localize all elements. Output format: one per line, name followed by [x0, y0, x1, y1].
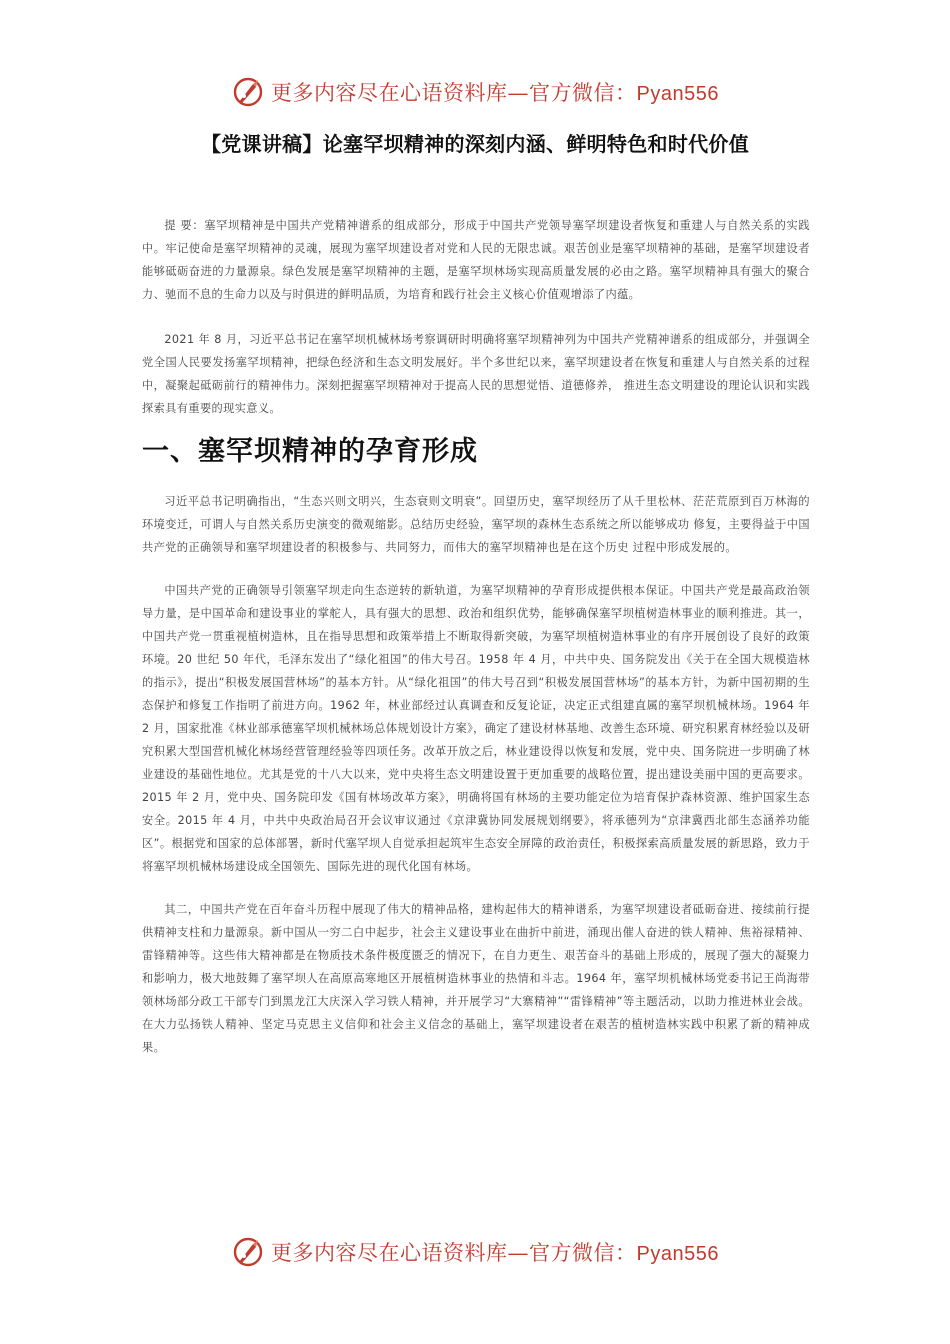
wechat-id: Pyan556 [636, 1243, 719, 1265]
document-body [142, 214, 810, 1059]
quill-logo-icon [231, 75, 265, 109]
intro-paragraph: 2021 年 8 月，习近平总书记在塞罕坝机械林场考察调研时明确将塞罕坝精神列为中国共产党精神谱系的组成部分，并强调全党全国人民要发扬塞罕坝精神，把绿色经济和生态文明发展好。半个多世纪以来，塞罕坝建设者在恢复和重建人与自然关系的过程中，凝聚起砥砺前行的精神伟力。深刻把握塞罕坝精神对于提高人民的思想觉悟、道德修养， 推进生态文明建设的理论认识和实践探索具有重要的现实意义。 [142, 333, 810, 415]
abstract-paragraph: 提 要：塞罕坝精神是中国共产党精神谱系的组成部分，形成于中国共产党领导塞罕坝建设者恢复和重建人与自然关系的实践中。牢记使命是塞罕坝精神的灵魂，展现为塞罕坝建设者对党和人民的无限忠诚。艰苦创业是塞罕坝精神的基础，是塞罕坝建设者能够砥砺奋进的力量源泉。绿色发展是塞罕坝精神的主题，是塞罕坝林场实现高质量发展的必由之路。塞罕坝精神具有强大的聚合力、驰而不息的生命力以及与时俱进的鲜明品质，为培育和践行社会主义核心价值观增添了内蕴。 [142, 219, 810, 301]
banner-text: 更多内容尽在心语资料库—官方微信： [271, 1241, 637, 1265]
wechat-id: Pyan556 [636, 83, 719, 105]
quill-logo-icon [231, 1235, 265, 1269]
body-paragraph-2: 中国共产党的正确领导引领塞罕坝走向生态逆转的新轨道，为塞罕坝精神的孕育形成提供根本保证。中国共产党是最高政治领导力量，是中国革命和建设事业的掌舵人，具有强大的思想、政治和组织优势，能够确保塞罕坝植树造林事业的顺利推进。其一，中国共产党一贯重视植树造林，且在指导思想和政策举措上不断取得新突破，为塞罕坝植树造林事业的有序开展创设了良好的政策环境。20 世纪 50 年代，毛泽东发出了“绿化祖国”的伟大号召。1958 年 4 月，中共中央、国务院发出《关于在全国大规模造林的指示》，提出“积极发展国营林场”的基本方针。从“绿化祖国”的伟大号召到“积极发展国营林场”的基本方针，为新中国初期的生态保护和修复工作指明了前进方向。1962 年，林业部经过认真调查和反复论证，决定正式组建直属的塞罕坝机械林场。1964 年 2 月，国家批准《林业部承德塞罕坝机械林场总体规划设计方案》，确定了建设材林基地、改善生态环境、研究积累育林经验以及研究积累大型国营机械化林场经营管理经验等四项任务。改革开放之后，林业建设得以恢复和发展，党中央、国务院进一步明确了林业建设的基础性地位。尤其是党的十八大以来，党中央将生态文明建设置于更加重要的战略位置，提出建设美丽中国的更高要求。2015 年 2 月，党中央、国务院印发《国有林场改革方案》，明确将国有林场的主要功能定位为培育保护森林资源、维护国家生态安全。2015 年 4 月，中共中央政治局召开会议审议通过《京津冀协同发展规划纲要》，将承德列为“京津冀西北部生态涵养功能区”。根据党和国家的总体部署，新时代塞罕坝人自觉承担起筑牢生态安全屏障的政治责任，积极探索高质量发展的新思路，致力于将塞罕坝机械林场建设成全国领先、国际先进的现代化国有林场。 [142, 584, 810, 873]
banner-text: 更多内容尽在心语资料库—官方微信： [271, 81, 637, 105]
watermark-banner-bottom [0, 1232, 950, 1272]
document-title: 【党课讲稿】论塞罕坝精神的深刻内涵、鲜明特色和时代价值 [200, 132, 750, 156]
section-heading: 一、塞罕坝精神的孕育形成 [142, 436, 478, 467]
body-paragraph-3: 其二，中国共产党在百年奋斗历程中展现了伟大的精神品格，建构起伟大的精神谱系，为塞罕坝建设者砥砺奋进、接续前行提供精神支柱和力量源泉。新中国从一穷二白中起步，社会主义建设事业在曲折中前进，涌现出催人奋进的铁人精神、焦裕禄精神、雷锋精神等。这些伟大精神都是在物质技术条件极度匮乏的情况下，在自力更生、艰苦奋斗的基础上形成的，展现了强大的凝聚力和影响力，极大地鼓舞了塞罕坝人在高原高寒地区开展植树造林事业的热情和斗志。1964 年，塞罕坝机械林场党委书记王尚海带领林场部分政工干部专门到黑龙江大庆深入学习铁人精神，并开展学习“大寨精神”“雷锋精神”等主题活动，以助力推进林业会战。在大力弘扬铁人精神、坚定马克思主义信仰和社会主义信念的基础上，塞罕坝建设者在艰苦的植树造林实践中积累了新的精神成果。 [142, 903, 810, 1054]
body-paragraph-1: 习近平总书记明确指出，“生态兴则文明兴，生态衰则文明衰”。回望历史，塞罕坝经历了从千里松林、茫茫荒原到百万林海的环境变迁，可谓人与自然关系历史演变的微观缩影。总结历史经验，塞罕坝的森林生态系统之所以能够成功 修复，主要得益于中国共产党的正确领导和塞罕坝建设者的积极参与、共同努力，而伟大的塞罕坝精神也是在这个历史 过程中形成发展的。 [142, 495, 810, 554]
watermark-banner-top [0, 72, 950, 112]
